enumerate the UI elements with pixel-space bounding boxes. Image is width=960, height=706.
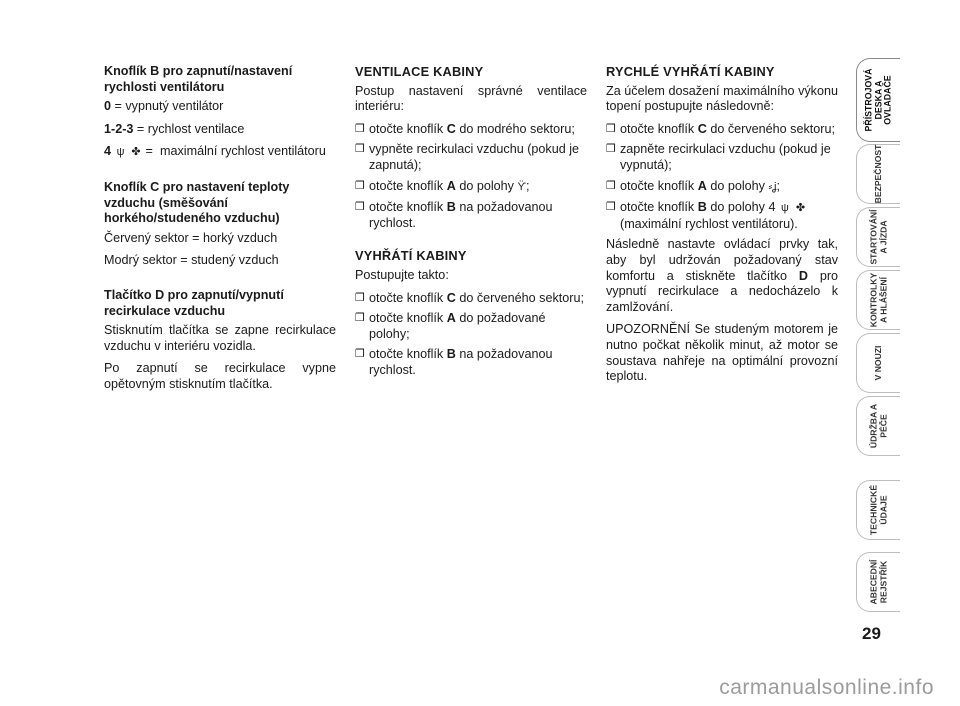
list-item-text: otočte knoflík B na požadovanou rychlost. xyxy=(369,347,553,377)
list-item-text: vypněte recirkulaci vzduchu (pokud je zapnutá); xyxy=(369,142,580,172)
checkbox-bullet-icon: ❒ xyxy=(606,201,616,214)
max-fan-icon: ✤ xyxy=(131,146,141,159)
vent-position-icon: ϔ xyxy=(517,180,526,193)
tab-label: V NOUZI xyxy=(872,345,883,381)
list-item xyxy=(355,347,587,378)
checkbox-bullet-icon: ❒ xyxy=(606,143,616,156)
line-speed-123 xyxy=(104,122,336,138)
paragraph-warning: UPOZORNĚNÍ Se studeným motorem je nutno počkat několik minut, až motor se soustava nahřeje na optimální provozní teplotu. xyxy=(606,322,838,384)
speed-value: 0 xyxy=(104,99,112,114)
speed-value: 1-2-3 xyxy=(104,121,134,136)
line-speed-0 xyxy=(104,99,336,115)
tab-label: TECHNICKÉ ÚDAJE xyxy=(867,484,888,536)
list-item-text: otočte knoflík C do červeného sektoru; xyxy=(620,121,835,136)
tab-startovani[interactable] xyxy=(856,207,900,267)
list-item-text: otočte knoflík A do polohy ϔ; xyxy=(369,179,587,196)
list-item-text: otočte knoflík B do polohy 4 ψ ✤ (maximální rychlost ventilátoru). xyxy=(620,200,806,231)
list-item xyxy=(606,179,838,196)
list-item xyxy=(606,142,838,173)
intro-heating: Postupujte takto: xyxy=(355,267,449,282)
tab-abecedni-rejstrik[interactable] xyxy=(856,552,900,612)
fan-icon: ψ xyxy=(781,202,789,215)
watermark: carmanualsonline.info xyxy=(719,676,934,699)
paragraph-recirc-on: Stisknutím tlačítka se zapne recirkulace vzduchu v interiéru vozidla. xyxy=(104,323,336,353)
tab-kontrolky[interactable] xyxy=(856,270,900,330)
tab-v-nouzi[interactable] xyxy=(856,333,900,393)
heading-recirc-button: Tlačítko D pro zapnutí/vypnutí recirkulace vzduchu xyxy=(104,287,284,318)
list-item-text: otočte knoflík C do modrého sektoru; xyxy=(369,121,575,136)
page-number: 29 xyxy=(862,624,881,643)
text-red-sector: Červený sektor = horký vzduch xyxy=(104,230,278,245)
tab-label: STARTOVÁNÍ A JÍZDA xyxy=(867,209,888,265)
equals-sign: = xyxy=(145,144,153,159)
heading-fan-knob: Knoflík B pro zapnutí/nastavení rychlosti ventilátoru xyxy=(104,64,293,94)
tab-label: ÚDRŽBA A PÉČE xyxy=(867,403,888,449)
tab-technicke-udaje[interactable] xyxy=(856,480,900,540)
list-item xyxy=(606,200,838,232)
column-2 xyxy=(355,64,587,384)
tab-label: PŘÍSTROJOVÁ DESKA A OVLADAČE xyxy=(863,68,893,132)
spacer xyxy=(104,168,336,180)
column-1 xyxy=(104,64,336,400)
max-fan-icon: ✤ xyxy=(795,202,806,215)
spacer xyxy=(355,236,587,248)
list-item-text: zapněte recirkulaci vzduchu (pokud je vypnutá); xyxy=(620,142,831,172)
speed-text: = vypnutý ventilátor xyxy=(111,99,224,114)
paragraph-recirc-off: Po zapnutí se recirkulace vypne opětovným stisknutím tlačítka. xyxy=(104,361,336,391)
checkbox-bullet-icon: ❒ xyxy=(355,179,365,192)
list-item xyxy=(355,179,587,196)
intro-quick-heating: Za účelem dosažení maximálního výkonu topení postupujte následovně: xyxy=(606,83,838,114)
intro-ventilation: Postup nastavení správné ventilace interiéru: xyxy=(355,83,587,114)
checkbox-bullet-icon: ❒ xyxy=(355,348,365,361)
paragraph-follow-up: Následně nastavte ovládací prvky tak, aby byl udržován požadovaný stav komfortu a stiskněte tlačítko D pro vypnutí recirkulace a nedocházelo k zamlžování. xyxy=(606,237,839,314)
list-item xyxy=(355,311,587,342)
fan-icon: ψ xyxy=(116,146,125,159)
heading-temp-knob: Knoflík C pro nastavení teploty vzduchu (směšování horkého/studeného vzduchu) xyxy=(104,179,290,226)
tab-label: KONTROLKY A HLÁŠENÍ xyxy=(867,272,888,328)
list-item xyxy=(606,122,838,138)
line-speed-4 xyxy=(104,144,336,161)
tab-udrzba[interactable] xyxy=(856,396,900,456)
speed-4-lead xyxy=(104,144,160,161)
list-item-text: otočte knoflík A do polohy ⸗ʝ; xyxy=(620,179,838,196)
checkbox-bullet-icon: ❒ xyxy=(355,122,365,135)
speed-value: 4 xyxy=(104,144,112,159)
list-item xyxy=(355,291,587,307)
checkbox-bullet-icon: ❒ xyxy=(606,122,616,135)
checkbox-bullet-icon: ❒ xyxy=(355,201,365,214)
checkbox-bullet-icon: ❒ xyxy=(355,143,365,156)
list-item-text: otočte knoflík C do červeného sektoru; xyxy=(369,290,584,305)
checkbox-bullet-icon: ❒ xyxy=(606,179,616,192)
speed-text: = rychlost ventilace xyxy=(133,121,245,136)
section-title-ventilation: VENTILACE KABINY xyxy=(355,64,484,79)
speed-text: maximální rychlost ventilátoru xyxy=(160,144,326,159)
section-title-heating: VYHŘÁTÍ KABINY xyxy=(355,248,467,264)
tab-label: BEZPEČNOST xyxy=(872,144,883,204)
list-item xyxy=(355,200,587,231)
tab-pristrojova-deska[interactable] xyxy=(856,58,900,142)
list-item-text: otočte knoflík A do požadované polohy; xyxy=(369,311,546,341)
tab-label: ABECEDNÍ REJSTŘÍK xyxy=(867,559,888,605)
text-blue-sector: Modrý sektor = studený vzduch xyxy=(104,253,279,268)
spacer xyxy=(104,276,336,288)
foot-position-icon: ⸗ʝ xyxy=(768,180,777,193)
tab-bezpecnost[interactable] xyxy=(856,144,900,204)
list-item xyxy=(355,122,587,138)
checkbox-bullet-icon: ❒ xyxy=(355,291,365,304)
list-item-text: otočte knoflík B na požadovanou rychlost. xyxy=(369,200,553,230)
section-title-quick-heating: RYCHLÉ VYHŘÁTÍ KABINY xyxy=(606,64,775,79)
checkbox-bullet-icon: ❒ xyxy=(355,312,365,325)
column-3 xyxy=(606,64,838,392)
list-item xyxy=(355,142,587,173)
